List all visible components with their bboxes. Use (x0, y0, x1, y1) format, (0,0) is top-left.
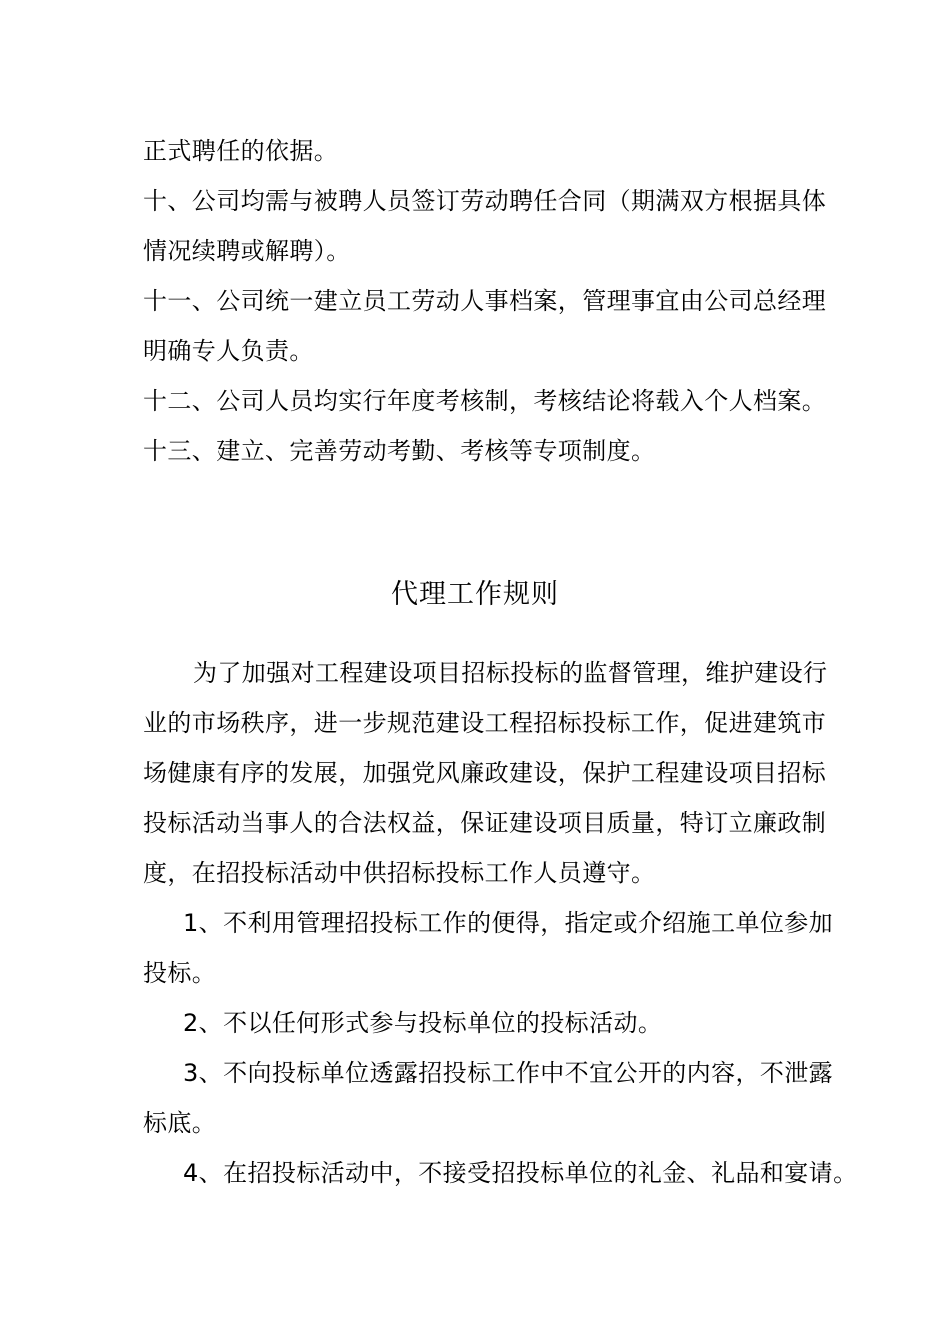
rule-item-3: 3、不向投标单位透露招投标工作中不宜公开的内容，不泄露 (183, 1059, 834, 1087)
text-line: 十一、公司统一建立员工劳动人事档案，管理事宜由公司总经理 (143, 287, 827, 315)
rule-item-3-cont: 标底。 (143, 1109, 217, 1137)
text-line: 十二、公司人员均实行年度考核制，考核结论将载入个人档案。 (143, 387, 827, 415)
paragraph-line: 度，在招投标活动中供招标投标工作人员遵守。 (143, 859, 656, 887)
text-line: 正式聘任的依据。 (143, 137, 339, 165)
paragraph-line: 场健康有序的发展，加强党风廉政建设，保护工程建设项目招标 (143, 759, 827, 787)
text-line: 明确专人负责。 (143, 337, 314, 365)
paragraph-line: 投标活动当事人的合法权益，保证建设项目质量，特订立廉政制 (143, 809, 827, 837)
text-line: 十、公司均需与被聘人员签订劳动聘任合同（期满双方根据具体 (143, 187, 827, 215)
paragraph-line: 业的市场秩序，进一步规范建设工程招标投标工作，促进建筑市 (143, 709, 827, 737)
rule-item-2: 2、不以任何形式参与投标单位的投标活动。 (183, 1009, 663, 1037)
section-title: 代理工作规则 (391, 579, 559, 610)
rule-item-4: 4、在招投标活动中，不接受招投标单位的礼金、礼品和宴请。 (183, 1159, 858, 1187)
rule-item-1: 1、不利用管理招投标工作的便得，指定或介绍施工单位参加 (183, 909, 834, 937)
text-line: 十三、建立、完善劳动考勤、考核等专项制度。 (143, 437, 656, 465)
rule-item-1-cont: 投标。 (143, 959, 217, 987)
text-line: 情况续聘或解聘）。 (143, 237, 351, 265)
paragraph-line: 为了加强对工程建设项目招标投标的监督管理，维护建设行 (193, 659, 828, 687)
